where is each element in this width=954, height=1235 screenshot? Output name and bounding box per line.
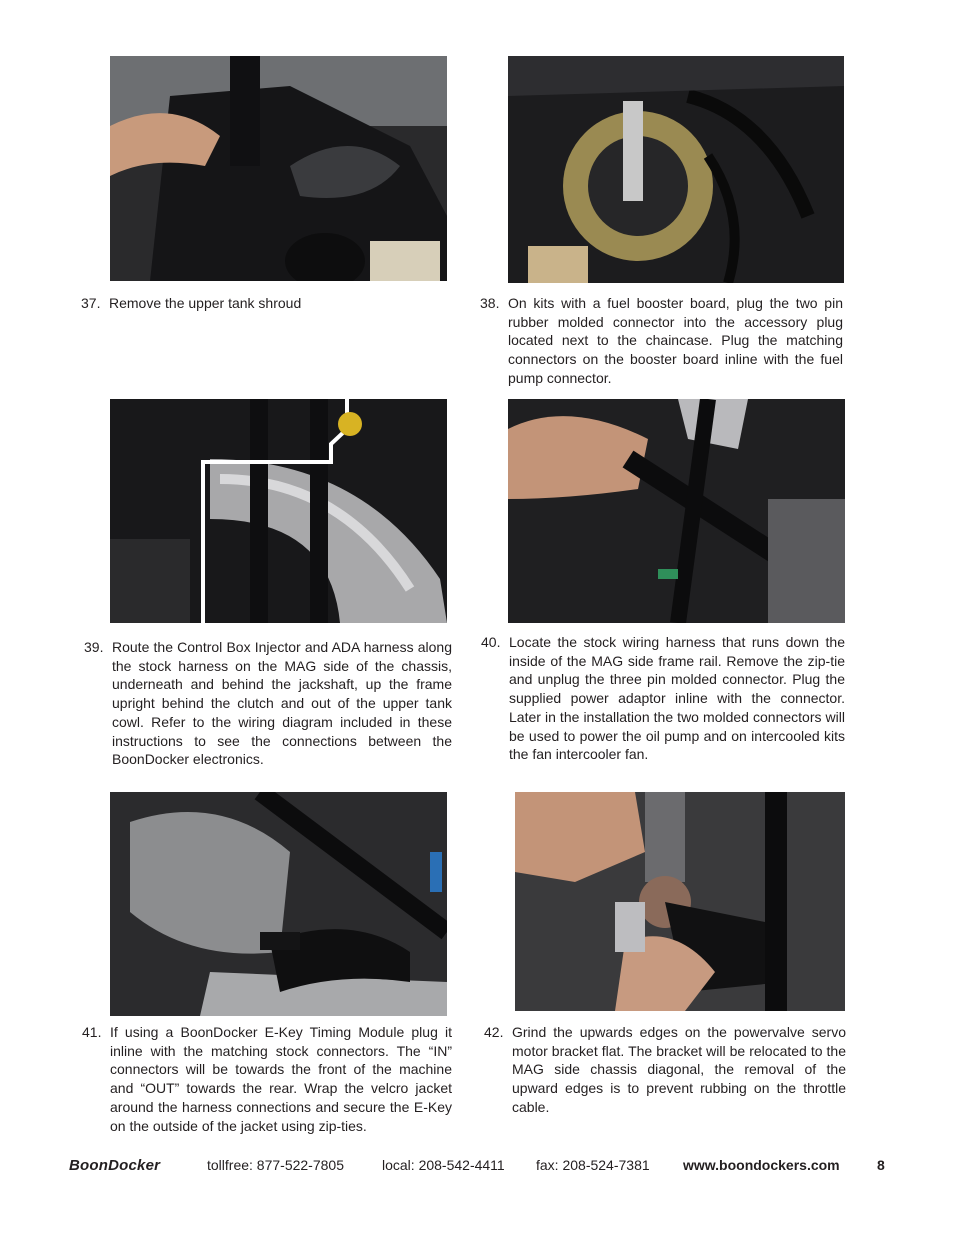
step-text: If using a BoonDocker E-Key Timing Module plug it inline with the matching stock connectors. The “IN” connectors will be towards the front of the machine and “OUT” towards the rear. Wrap the velcro jacket around the harness connections and secure the E-Key on the outside of the jacket using zip-ties. (110, 1024, 452, 1134)
step-text: Remove the upper tank shroud (109, 295, 302, 311)
step-number: 39. (84, 639, 104, 655)
step-number: 42. (484, 1024, 504, 1040)
step-text: Route the Control Box Injector and ADA harness along the stock harness on the MAG side of the chassis, underneath and behind the jackshaft, up the frame upright behind the clutch and out of the upper tank cowl. Refer to the wiring diagram included in these instructions to see the connections between the BoonDocker electronics. (112, 639, 452, 768)
tollfree-phone: tollfree: 877-522-7805 (207, 1157, 344, 1173)
step-number: 40. (481, 634, 501, 650)
step-41 (82, 1023, 452, 1135)
photo-step-41 (110, 792, 447, 1016)
step-37 (81, 294, 451, 313)
fax-number: fax: 208-524-7381 (536, 1157, 650, 1173)
local-phone: local: 208-542-4411 (382, 1157, 505, 1173)
photo-step-38 (508, 56, 844, 283)
step-text: Locate the stock wiring harness that runs down the inside of the MAG side frame rail. Remove the zip-tie and unplug the three pin molded connector. Plug the supplied power adaptor inline with the connector. Later in the installation the two molded connectors will be used to power the oil pump and on intercooled kits the fan intercooler fan. (509, 634, 845, 763)
step-40 (481, 633, 845, 764)
step-number: 37. (81, 295, 101, 311)
step-text: Grind the upwards edges on the powervalve servo motor bracket flat. The bracket will be relocated to the MAG side chassis diagonal, the removal of the upward edges is to prevent rubbing on the throttle cable. (512, 1024, 846, 1115)
step-38 (480, 294, 843, 388)
photo-step-37 (110, 56, 447, 281)
step-number: 38. (480, 295, 500, 311)
step-42 (484, 1023, 846, 1117)
brand-logo: BoonDocker (69, 1157, 161, 1174)
step-number: 41. (82, 1024, 102, 1040)
website-link[interactable]: www.boondockers.com (683, 1157, 840, 1173)
step-text: On kits with a fuel booster board, plug the two pin rubber molded connector into the accessory plug located next to the chaincase. Plug the matching connectors on the booster board inline with the fuel pump connector. (508, 295, 843, 386)
step-39 (84, 638, 452, 769)
page-footer (0, 1157, 954, 1177)
photo-step-42 (515, 792, 845, 1011)
photo-step-40 (508, 399, 845, 623)
photo-step-39 (110, 399, 447, 623)
page-number: 8 (877, 1157, 885, 1173)
